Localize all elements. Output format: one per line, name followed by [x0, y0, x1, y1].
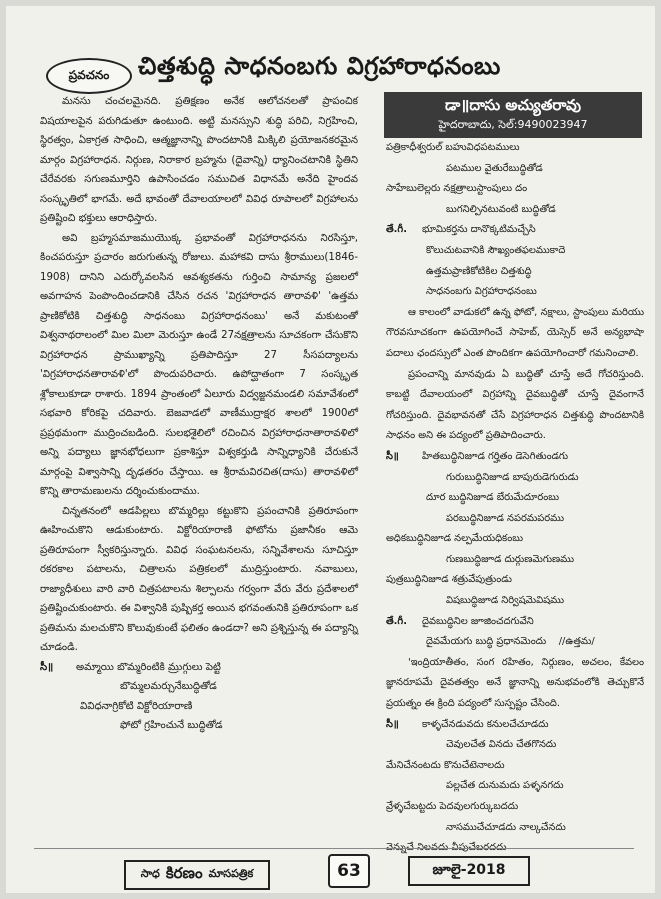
verse-line: వివిధనాగ్రికోటి విక్టోరియారాణి: [80, 700, 193, 712]
paragraph: మనసు చంచలమైనది. ప్రతిక్షణం అనేక ఆలోచనలతో ప్రాపంచిక విషయాలపైన పరుగిడుతూ ఉంటుంది. అట్టి మనస్సుని శుద్ధి పరిచి, నిగ్రహించి, స్థిరత్వం, ఏకాగ్రత సాధించి, ఆత్మజ్ఞానాన్ని పొందటానికి మిక్కిలి ప్రయోజనకరమైన మార్గం విగ్రహారాధన. నిర్గుణ, నిరాకార బ్రహ్మను (దైవాన్ని) ధ్యానించటానికి స్థితిని చేరేవరకు సగుణమూర్తిని ఉపాసించడం సముచిత విధానమే అనేది హైందవ సంస్కృతిలో భాగమే. అదే భావంతో దేవాలయాలలో వివిధ రూపాలలో విగ్రహాలను ప్రతిష్టించి భక్తులు ఆరాధిస్తారు.: [40, 96, 358, 224]
article-title: చిత్తశుద్ధి సాధనంబగు విగ్రహారాధనంబు: [138, 52, 501, 80]
magazine-logo: [124, 860, 270, 890]
verse-block: [386, 715, 644, 859]
verse-block: [40, 658, 358, 736]
verse-line: మేనిచేనంటదు కొనుచేటెనాలదు: [386, 759, 505, 771]
author-contact: హైదరాబాదు, సెల్:9490023947: [438, 118, 588, 131]
verse-mark: తే.గీ.: [386, 224, 407, 236]
verse-refrain: //ఉత్తమ/: [558, 636, 595, 648]
verse-line: నాసముచేచూడదు నాల్కచేనదు: [446, 821, 566, 833]
section-badge: ప్రవచనం: [46, 58, 132, 94]
verse-line: పత్రికాధీశ్వరుల్ బహువిధపటములు: [386, 142, 520, 153]
page-number: 63: [328, 854, 370, 888]
verse-line: పరబుద్ధినిజూడ నపరమపరము: [446, 512, 565, 524]
verse-line: గుణబుద్ధిజూడ దుర్గుణమెగుణము: [446, 553, 575, 565]
verse-mark: సీ॥: [386, 450, 399, 462]
paragraph: చిన్నతనంలో ఆడపిల్లలు బొమ్మరిల్లు కట్టుకొని ప్రపంచానికి ప్రతిరూపంగా ఊహించుకొని ఆడుకుంటారు. విక్టోరియారాణి ఫోటోను ప్రజానీకం ఆమె ప్రతిరూపంగా స్వీకరిస్తున్నారు. వివిధ సంఘటనలను, సన్నివేశాలను సూచిస్తూ రకరకాల పటాలను, చిత్రాలను పత్రికలలో ముద్రిస్తుంటారు. నవాబులు, రాజ్యాధీశులు వారి వారి చిత్రపటాలను శిల్పాలను గర్వంగా వేరు వేరు ప్రదేశాలలో ప్రతిష్టించుకుంటారు. ఈ విశ్వానికి పుష్పికర్త అయిన భగవంతునికి ప్రతిరూపంగా ఒక ప్రతిమను మలచుకొని కొలువుకుంటే ఫలితం ఉండదా? అని ప్రశ్నిస్తున్న ఈ పద్యాన్ని చూడండి.: [40, 505, 358, 653]
right-column: [386, 138, 644, 859]
magazine-page: [6, 6, 655, 893]
verse-line: సాహేబులెల్లరు నక్షత్రాలుస్టాంపులు దం: [386, 183, 528, 195]
verse-line: దైవబుద్ధినిల జూజించదగువేని: [422, 615, 534, 627]
paragraph: అవి బ్రహ్మసమాజముయొక్క ప్రభావంతో విగ్రహారాధనను నిరసిస్తూ, కించపరుస్తూ ప్రచారం జరుగుతున్న రోజులు. మహాకవి దాసు శ్రీరాములు(1846-1908) దానిని ఎదుర్కోవలసిన ఆవశ్యకతను గుర్తించి సామాన్య ప్రజలలో అవగాహన పెంపొందించడానికి చేసిన రచన 'విగ్రహారాధన తారావళి' 'ఉత్తమ ప్రాణికోటికి చిత్తశుద్ధి సాధనంబు విగ్రహారాధనంబు' అనే మకుటంతో విశ్వనాథరాలంలో మిల మిలా మెరుస్తూ ఉండే 27నక్షత్రాలను సూచకంగా చేసుకొని విగ్రహారాధన ప్రాముఖ్యాన్ని ప్రతిపాదిస్తూ 27 సీసపద్యాలను 'విగ్రహారాధనతారావళి'లో పొందుపరిచారు. ఉపోద్ఘాతంగా 7 సంస్కృత శ్లోకాలుకూడా రాశారు. 1894 ప్రాంతంలో ఏలూరు విద్వజ్జనమండలి సమావేశంలో సభవారి కోరికపై చదివారు. బెజవాడలో వాణీముద్రాక్షర శాలలో 1900లో ప్రప్రథమంగా ముద్రించబడింది. సులభశైలిలో రచించిన విగ్రహారాధనాతారావళిలో అన్ని పద్యాలు జ్ఞానభోధలుగా ప్రకాశిస్తూ విశ్వకర్తుడి సాన్నిధ్యానికి చేరుకునే మార్గంపై విశ్వాసాన్ని దృఢతరం చేస్తాయి. ఆ శ్రీరామవిరచిత(దాసు) తారావళిలో కొన్ని తారామణులను దర్శించుకుందాము.: [40, 232, 358, 497]
verse-line: కొలుచుటవానికి సౌఖ్యంతఫలముకాదె: [426, 244, 566, 256]
verse-line: భూమికర్తను దానొక్కటిమచ్చేసి: [422, 224, 536, 236]
magazine-suffix: మాసపత్రిక: [208, 867, 254, 880]
footer-divider: [34, 848, 634, 849]
verse-line: వ్రేళ్ళచేబట్టదు పెదవులగుర్కుబదదు: [386, 801, 519, 812]
verse-line: హితబుద్ధినిజూడ గర్హితం డెసెగితుండగు: [422, 450, 569, 462]
verse-mark: సీ॥: [40, 661, 54, 673]
verse-mark: సీ॥: [386, 718, 399, 730]
verse-line: ఉత్తమప్రాణికోటికిల చిత్తశుద్ధి: [426, 265, 532, 277]
verse-line: కాళ్ళచేనడువదు కనులచేచూడదు: [422, 718, 549, 730]
verse-line: ఫోటో గ్రహించునే బుద్ధితోడ: [120, 720, 223, 731]
paragraph: 'ఇంద్రియాతీతం, సంగ రహితం, నిర్గుణం, అచలం, కేవలం జ్ఞానరూపమే దైవతత్వం అనే జ్ఞానాన్ని అనుభవంలోకి తెచ్చుకొనే ప్రయత్నం ఈ క్రింది పద్యంలో సుస్పష్టం చేసింది.: [386, 656, 644, 710]
verse-block: [386, 447, 644, 653]
magazine-prefix: సాధ: [140, 867, 160, 880]
paragraph: ఆ కాలంలో వాడుకలో ఉన్న ఫోటో, నక్షాలు, స్టాంపులు మరియు గౌరవసూచకంగా ఉపయోగించే సాహెబ్, యెస్సెర్ అనే అన్యభాషా పదాలు ఛందస్సులో ఎంత పొందికగా ఉపయోగించారో గమనించాలి.: [386, 306, 644, 359]
verse-mark: తే.గీ.: [386, 615, 407, 627]
verse-line: బొమ్మలమర్చునేబుద్ధితోడ: [120, 681, 217, 692]
verse-line: దూర బుద్ధినిజూడ బేరుమేదూరంబు: [426, 492, 560, 504]
verse-line: చెవులచేత వినదు చేతగొనదు: [446, 739, 557, 751]
author-name: డా॥దాసు అచ్యుతరావు: [445, 96, 581, 114]
verse-line: దైవమేయగు బుద్ధి ప్రధానమెందు: [426, 636, 547, 648]
verse-line: గురుబుద్ధినిజూడ బాపురుడెగురుడు: [446, 471, 579, 483]
verse-line: అమ్మాయి బొమ్మరింటికి మ్రుగ్గులు పెట్టి: [76, 661, 221, 673]
verse-line: వెన్నుచే నిలవదు వీపుచేబరదదు: [386, 842, 507, 854]
verse-line: పుత్రబుద్ధినిజూడ శత్రువేపుత్రుండు: [386, 574, 512, 586]
paragraph: ప్రపంచాన్ని మానవుడు ఏ బుద్ధితో చూస్తే అదే గోచరిస్తుంది. కాబట్టి దేవాలయంలో విగ్రహాన్ని దైవబుద్ధితో చూస్తే దైవంగానే గోచరిస్తుంది. దైవభావనతో చేసే విగ్రహారాధన చిత్తశుద్ధి పొందటానికి సాధనం అని ఈ పద్యంలో ప్రతిపాదించారు.: [386, 368, 644, 442]
verse-line: విషబుద్ధిజూడ నిర్విషమెవిషము: [446, 595, 565, 607]
verse-line: పల్లచేత దునుమదు పళ్ళనగదు: [446, 780, 564, 792]
magazine-brand: కిరణం: [165, 864, 203, 882]
verse-block: [386, 138, 644, 303]
verse-line: పటముల వైతురేబుద్ధితోడ: [446, 162, 543, 174]
verse-line: బుగనిల్పినటువంటి బుద్ధితోడ: [446, 203, 556, 215]
author-box: [384, 92, 642, 138]
verse-line: సాధనంబగు విగ్రహారాధనంబు: [426, 286, 537, 298]
issue-date: జూలై-2018: [408, 856, 530, 886]
verse-line: అధికబుద్ధినిజూడ నల్పమేయధికంబు: [386, 533, 524, 545]
left-column: [40, 92, 358, 736]
